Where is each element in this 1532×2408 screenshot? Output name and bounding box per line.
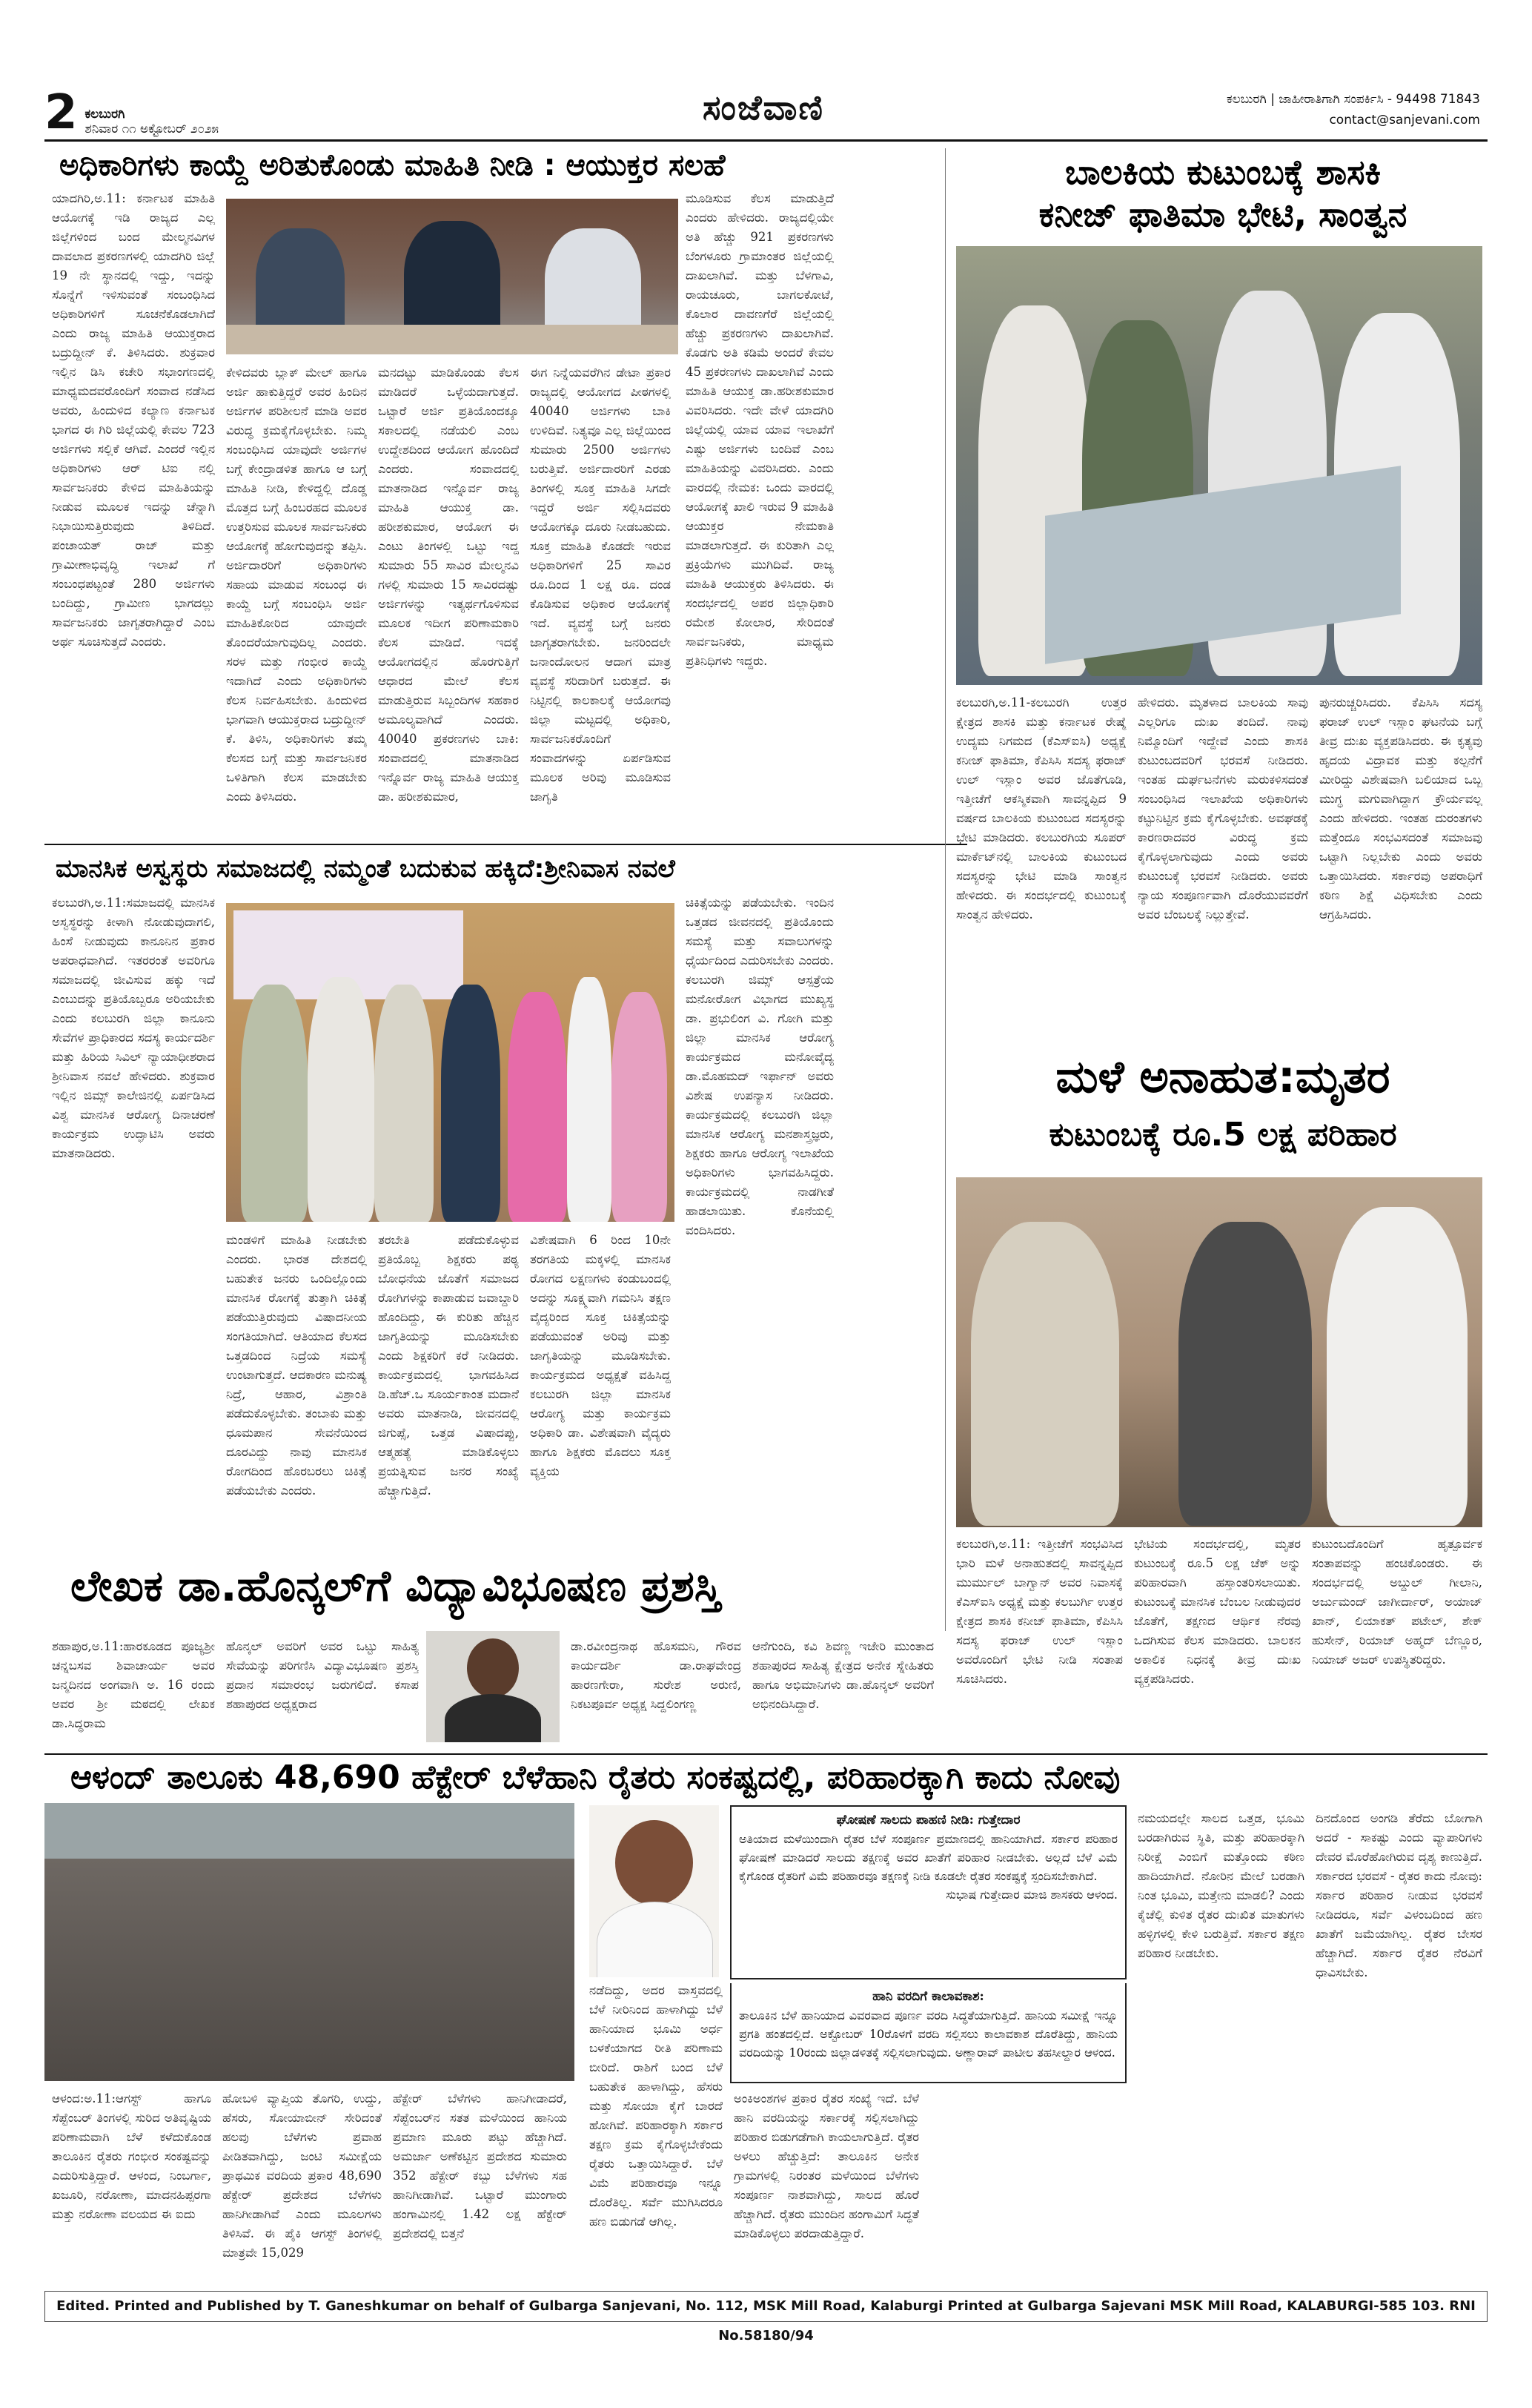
newspaper-logo	[652, 87, 875, 139]
story2-photo	[226, 903, 674, 1222]
story1-headline: ಅಧಿಕಾರಿಗಳು ಕಾಯ್ದೆ ಅರಿತುಕೊಂಡು ಮಾಹಿತಿ ನೀಡಿ : ಆಯುಕ್ತರ ಸಲಹೆ	[59, 148, 726, 182]
sidebar-box-subtitle: ಹಾನಿ ವರದಿಗೆ ಕಾಲಾವಕಾಶ:	[872, 1989, 984, 2004]
story4-headline-1: ಮಳೆ ಅನಾಹುತ:ಮೃತರ	[1055, 1051, 1390, 1103]
story6-col5: ಅಂಕಿಅಂಶಗಳ ಪ್ರಕಾರ ರೈತರ ಸಂಖ್ಯೆ ಇದೆ. ಬೆಳೆ ಹಾನಿ ವರದಿಯನ್ನು ಸರ್ಕಾರಕ್ಕೆ ಸಲ್ಲಿಸಲಾಗಿದ್ದು ಪರಿಹಾರ ಬಿಡುಗಡೆಗಾಗಿ ಕಾಯಲಾಗುತ್ತಿದೆ. ರೈತರ ಅಳಲು ಹೆಚ್ಚುತ್ತಿದೆ: ತಾಲೂಕಿನ ಅನೇಕ ಗ್ರಾಮಗಳಲ್ಲಿ ನಿರಂತರ ಮಳೆಯಿಂದ ಬೆಳೆಗಳು ಸಂಪೂರ್ಣ ನಾಶವಾಗಿದ್ದು, ಸಾಲದ ಹೊರೆ ಹೆಚ್ಚಾಗಿದೆ. ರೈತರು ಮುಂದಿನ ಹಂಗಾಮಿಗೆ ಸಿದ್ಧತೆ ಮಾಡಿಕೊಳ್ಳಲು ಪರದಾಡುತ್ತಿದ್ದಾರೆ.	[734, 2091, 919, 2240]
column-divider	[945, 148, 946, 1631]
story6-col4: ನಡೆದಿದ್ದು, ಅದರ ವಾಸ್ತವದಲ್ಲಿ ಬೆಳೆ ನೀರಿನಿಂದ ಹಾಳಾಗಿದ್ದು ಬೆಳೆ ಹಾನಿಯಾದ ಭೂಮಿ ಅರ್ಧ ಬಳಕೆಯಾಗದ ರೀತಿ ಪರಿಣಾಮ ಬೀರಿದೆ. ರಾಶಿಗೆ ಬಂದ ಬೆಳೆ ಬಹುತೇಕ ಹಾಳಾಗಿದ್ದು, ಹೆಸರು ಮತ್ತು ಸೋಯಾ ಕೈಗೆ ಬಾರದೆ ಹೋಗಿವೆ. ಪರಿಹಾರಕ್ಕಾಗಿ ಸರ್ಕಾರ ತಕ್ಷಣ ಕ್ರಮ ಕೈಗೊಳ್ಳಬೇಕೆಂದು ರೈತರು ಒತ್ತಾಯಿಸಿದ್ದಾರೆ. ಬೆಳೆ ವಿಮೆ ಪರಿಹಾರವೂ ಇನ್ನೂ ದೊರೆತಿಲ್ಲ. ಸರ್ವೆ ಮುಗಿಸಿದರೂ ಹಣ ಬಿಡುಗಡೆ ಆಗಿಲ್ಲ.	[589, 1983, 723, 2229]
story5-headline: ಲೇಖಕ ಡಾ.ಹೊನ್ಕಲ್‌ಗೆ ವಿದ್ಯಾವಿಭೂಷಣ ಪ್ರಶಸ್ತಿ	[70, 1561, 721, 1611]
sidebar-box-body: ಅತಿಯಾದ ಮಳೆಯಿಂದಾಗಿ ರೈತರ ಬೆಳೆ ಸಂಪೂರ್ಣ ಪ್ರಮಾಣದಲ್ಲಿ ಹಾನಿಯಾಗಿದೆ. ಸರ್ಕಾರ ಪರಿಹಾರ ಘೋಷಣೆ ಮಾಡಿದರೆ ಸಾಲದು ತಕ್ಷಣಕ್ಕೆ ಅವರ ಖಾತೆಗೆ ಪರಿಹಾರ ನೀಡಬೇಕು. ಅಲ್ಲದೆ ಬೆಳೆ ವಿಮೆ ಕೈಗೊಂಡ ರೈತರಿಗೆ ವಿಮೆ ಪರಿಹಾರವೂ ತಕ್ಷಣಕ್ಕೆ ನೀಡಿ ಕೂಡಲೇ ರೈತರ ಸಂಕಷ್ಟಕ್ಕೆ ಸ್ಪಂದಿಸಬೇಕಾಗಿದೆ.	[739, 1832, 1118, 1883]
story5-col4: ಆನೆಗುಂದಿ, ಕವಿ ಶಿವಣ್ಣ ಇಜೇರಿ ಮುಂತಾದ ಶಹಾಪುರದ ಸಾಹಿತ್ಯ ಕ್ಷೇತ್ರದ ಅನೇಕ ಸ್ನೇಹಿತರು ಹಾಗೂ ಅಭಿಮಾನಿಗಳು ಡಾ.ಹೊನ್ಕಲ್ ಅವರಿಗೆ ಅಭಿನಂದಿಸಿದ್ದಾರೆ.	[752, 1639, 934, 1711]
logo-text: ಸಂಜೆವಾಣಿ	[703, 87, 824, 128]
story1-col4: ಈಗ ನಿನ್ನೆಯವರೆಗಿನ ಡೇಟಾ ಪ್ರಕಾರ ರಾಜ್ಯದಲ್ಲಿ ಆಯೋಗದ ಪೀಠಗಳಲ್ಲಿ 40040 ಅರ್ಜಿಗಳು ಬಾಕಿ ಉಳಿದಿವೆ. ನಿತ್ಯವೂ ಎಲ್ಲ ಜಿಲ್ಲೆಯಿಂದ ಸುಮಾರು 2500 ಅರ್ಜಿಗಳು ಬರುತ್ತಿವೆ. ಅರ್ಜಿದಾರರಿಗೆ ಎರಡು ತಿಂಗಳಲ್ಲಿ ಸೂಕ್ತ ಮಾಹಿತಿ ಸಿಗದೇ ಇದ್ದರೆ ಅರ್ಜಿ ಸಲ್ಲಿಸಿದವರು ಆಯೋಗಕ್ಕೂ ದೂರು ನೀಡಬಹುದು. ಸೂಕ್ತ ಮಾಹಿತಿ ಕೊಡದೇ ಇರುವ ಅಧಿಕಾರಿಗಳಿಗೆ 25 ಸಾವಿರ ರೂ.ದಿಂದ 1 ಲಕ್ಷ ರೂ. ದಂಡ ಕೊಡಿಸುವ ಅಧಿಕಾರ ಆಯೋಗಕ್ಕೆ ಇದೆ. ವ್ಯವಸ್ಥೆ ಬಗ್ಗೆ ಜನರು ಜಾಗೃತರಾಗಬೇಕು. ಜನರಿಂದಲೇ ಜನಾಂದೋಲನ ಆದಾಗ ಮಾತ್ರ ವ್ಯವಸ್ಥೆ ಸರಿದಾರಿಗೆ ಬರುತ್ತದೆ. ಈ ನಿಟ್ಟಿನಲ್ಲಿ ಕಾಲಕಾಲಕ್ಕೆ ಆಯೋಗವು ಜಿಲ್ಲಾ ಮಟ್ಟದಲ್ಲಿ ಅಧಿಕಾರಿ, ಸಾರ್ವಜನಿಕರೊಂದಿಗೆ ಸಂವಾದಗಳನ್ನು ಏರ್ಪಡಿಸುವ ಮೂಲಕ ಅರಿವು ಮೂಡಿಸುವ ಜಾಗೃತಿ	[530, 366, 671, 804]
story1-col5: ಮೂಡಿಸುವ ಕೆಲಸ ಮಾಡುತ್ತಿದೆ ಎಂದರು ಹೇಳಿದರು. ರಾಜ್ಯದಲ್ಲಿಯೇ ಅತಿ ಹೆಚ್ಚು 921 ಪ್ರಕರಣಗಳು ಬೆಂಗಳೂರು ಗ್ರಾಮಾಂತರ ಜಿಲ್ಲೆಯಲ್ಲಿ ದಾಖಲಾಗಿವೆ. ಮತ್ತು ಬೆಳಗಾವಿ, ರಾಯಚೂರು, ಬಾಗಲಕೋಟೆ, ಕೊಲಾರ ದಾವಣಗೆರೆ ಜಿಲ್ಲೆಯಲ್ಲಿ ಹೆಚ್ಚು ಪ್ರಕರಣಗಳು ದಾಖಲಾಗಿವೆ. ಕೊಡಗು ಅತಿ ಕಡಿಮೆ ಅಂದರೆ ಕೇವಲ 45 ಪ್ರಕರಣಗಳು ದಾಖಲಾಗಿವೆ ಎಂದು ಮಾಹಿತಿ ಆಯುಕ್ತ ಡಾ.ಹರೀಶಕುಮಾರ ವಿವರಿಸಿದರು. ಇದೇ ವೇಳೆ ಯಾದಗಿರಿ ಜಿಲ್ಲೆಯಲ್ಲಿ ಯಾವ ಯಾವ ಇಲಾಖೆಗೆ ಎಷ್ಟು ಅರ್ಜಿಗಳು ಬಂದಿವೆ ಎಂಬ ಮಾಹಿತಿಯನ್ನು ವಿವರಿಸಿದರು. ಎಂದು ವಾರದಲ್ಲಿ ನೇಮಕ: ಒಂದು ವಾರದಲ್ಲಿ ಆಯೋಗಕ್ಕೆ ಖಾಲಿ ಇರುವ 9 ಮಾಹಿತಿ ಆಯುಕ್ತರ ನೇಮಕಾತಿ ಮಾಡಲಾಗುತ್ತದೆ. ಈ ಕುರಿತಾಗಿ ಎಲ್ಲ ಪ್ರಕ್ರಿಯೆಗಳು ಮುಗಿದಿವೆ. ರಾಜ್ಯ ಮಾಹಿತಿ ಆಯುಕ್ತರು ತಿಳಿಸಿದರು. ಈ ಸಂದರ್ಭದಲ್ಲಿ ಅಪರ ಜಿಲ್ಲಾಧಿಕಾರಿ ರಮೇಶ ಕೋಲಾರ, ಸೇರಿದಂತೆ ಸಾರ್ವಜನಿಕರು, ಮಾಧ್ಯಮ ಪ್ರತಿನಿಧಿಗಳು ಇದ್ದರು.	[686, 191, 834, 668]
story4-col3: ಕುಟುಂಬದೊಂದಿಗೆ ಹೃತ್ಪೂರ್ವಕ ಸಂತಾಪವನ್ನು ಹಂಚಿಕೊಂಡರು. ಈ ಸಂದರ್ಭದಲ್ಲಿ ಅಬ್ದುಲ್ ಗೀಲಾನಿ, ಅರ್ಜುಮಂದ್ ಜಾಗೀರ್ದಾರ್, ಅಯಾಜ್ ಖಾನ್, ಲಿಯಾಕತ್ ಪಟೇಲ್, ಶೇಕ್ ಹುಸೇನ್, ರಿಯಾಜ್ ಅಹ್ಮದ್ ಬೆಣ್ಣೂರ, ನಿಯಾಜ್ ಅಜರ್ ಉಪಸ್ಥಿತರಿದ್ದರು.	[1312, 1537, 1482, 1667]
masthead-rule	[44, 139, 1488, 142]
story2-col4: ವಿಶೇಷವಾಗಿ 6 ರಿಂದ 10ನೇ ತರಗತಿಯ ಮಕ್ಕಳಲ್ಲಿ ಮಾನಸಿಕ ರೋಗದ ಲಕ್ಷಣಗಳು ಕಂಡುಬಂದಲ್ಲಿ ಅದನ್ನು ಸೂಕ್ಷ್ಮವಾಗಿ ಗಮನಿಸಿ ತಕ್ಷಣ ವೈದ್ಯರಿಂದ ಸೂಕ್ತ ಚಿಕಿತ್ಸೆಯನ್ನು ಪಡೆಯುವಂತೆ ಅರಿವು ಮತ್ತು ಜಾಗೃತಿಯನ್ನು ಮೂಡಿಸಬೇಕು. ಕಾರ್ಯಕ್ರಮದ ಅಧ್ಯಕ್ಷತೆ ವಹಿಸಿದ್ದ ಕಲಬುರಗಿ ಜಿಲ್ಲಾ ಮಾನಸಿಕ ಆರೋಗ್ಯ ಮತ್ತು ಕಾರ್ಯಕ್ರಮ ಅಧಿಕಾರಿ ಡಾ. ವಿಶೇಷವಾಗಿ ವೈದ್ಯರು ಹಾಗೂ ಶಿಕ್ಷಕರು ಮೊದಲು ಸೂಕ್ತ ವ್ಯಕ್ತಿಯ	[530, 1233, 671, 1478]
story1-col2: ಕೇಳಿದವರು ಬ್ಲಾಕ್ ಮೇಲ್ ಹಾಗೂ ಅರ್ಜಿ ಹಾಕುತ್ತಿದ್ದರೆ ಅವರ ಹಿಂದಿನ ಅರ್ಜಿಗಳ ಪರಿಶೀಲನೆ ಮಾಡಿ ಅವರ ವಿರುದ್ಧ ಕ್ರಮಕೈಗೊಳ್ಳಬೇಕು. ನಿಮ್ಮ ಸಂಬಂಧಿಸಿದ ಯಾವುದೇ ಅರ್ಜಿಗಳ ಬಗ್ಗೆ ಕೇಂದ್ರಾಡಳಿತ ಹಾಗೂ ಆ ಬಗ್ಗೆ ಮಾಹಿತಿ ನೀಡಿ, ಕೇಳಿದ್ದಲ್ಲಿ ದೊಡ್ಡ ಮೊತ್ತದ ಬಗ್ಗೆ ಹಿಂಬರಹದ ಮೂಲಕ ಉತ್ತರಿಸುವ ಮೂಲಕ ಸಾರ್ವಜನಿಕರು ಆಯೋಗಕ್ಕೆ ಹೋಗುವುದನ್ನು ತಪ್ಪಿಸಿ. ಅರ್ಜಿದಾರರಿಗೆ ಅಧಿಕಾರಿಗಳು ಸಹಾಯ ಮಾಡುವ ಸಂಬಂಧ ಈ ಕಾಯ್ದೆ ಬಗ್ಗೆ ಸಂಬಂಧಿಸಿ ಅರ್ಜಿ ಮಾಹಿತಿಕೋರಿದ ಯಾವುದೇ ತೊಂದರೆಯಾಗುವುದಿಲ್ಲ ಎಂದರು. ಸರಳ ಮತ್ತು ಗಂಭೀರ ಕಾಯ್ದೆ ಇದಾಗಿದೆ ಎಂದು ಅಧಿಕಾರಿಗಳು ಕೆಲಸ ನಿರ್ವಹಿಸಬೇಕು. ಹಿಂದುಳಿದ ಭಾಗವಾಗಿ ಆಯುಕ್ತರಾದ ಬದ್ರುದ್ದೀನ್ ಕೆ. ತಿಳಿಸಿ, ಅಧಿಕಾರಿಗಳು ತಮ್ಮ ಕೆಲಸದ ಬಗ್ಗೆ ಮತ್ತು ಸಾರ್ವಜನಿಕರ ಒಳಿತಿಗಾಗಿ ಕೆಲಸ ಮಾಡಬೇಕು ಎಂದು ತಿಳಿಸಿದರು.	[226, 366, 367, 804]
story2-col5: ಚಿಕಿತ್ಸೆಯನ್ನು ಪಡೆಯಬೇಕು. ಇಂದಿನ ಒತ್ತಡದ ಜೀವನದಲ್ಲಿ ಪ್ರತಿಯೊಂದು ಸಮಸ್ಯೆ ಮತ್ತು ಸವಾಲುಗಳನ್ನು ಧೈರ್ಯದಿಂದ ಎದುರಿಸಬೇಕು ಎಂದರು. ಕಲಬುರಗಿ ಜಿಮ್ಸ್ ಆಸ್ಪತ್ರೆಯ ಮನೋರೋಗ ವಿಭಾಗದ ಮುಖ್ಯಸ್ಥ ಡಾ. ಪ್ರಭುಲಿಂಗ ವಿ. ಗೋಗಿ ಮತ್ತು ಜಿಲ್ಲಾ ಮಾನಸಿಕ ಆರೋಗ್ಯ ಕಾರ್ಯಕ್ರಮದ ಮನೋವೈದ್ಯ ಡಾ.ಮೊಹಮದ್ ಇರ್ಫಾನ್ ಅವರು ವಿಶೇಷ ಉಪನ್ಯಾಸ ನೀಡಿದರು. ಕಾರ್ಯಕ್ರಮದಲ್ಲಿ ಕಲಬುರಗಿ ಜಿಲ್ಲಾ ಮಾನಸಿಕ ಆರೋಗ್ಯ ಮನಶಾಸ್ತ್ರಜ್ಞರು, ಶಿಕ್ಷಕರು ಹಾಗೂ ಆರೋಗ್ಯ ಇಲಾಖೆಯ ಅಧಿಕಾರಿಗಳು ಭಾಗವಹಿಸಿದ್ದರು. ಕಾರ್ಯಕ್ರಮದಲ್ಲಿ ನಾಡಗೀತೆ ಹಾಡಲಾಯಿತು. ಕೊನೆಯಲ್ಲಿ ವಂದಿಸಿದರು.	[686, 896, 834, 1237]
masthead-city: ಕಲಬುರಗಿ	[84, 107, 125, 122]
story4-col1: ಕಲಬುರಗಿ,ಅ.11: ಇತ್ತೀಚೆಗೆ ಸಂಭವಿಸಿದ ಭಾರಿ ಮಳೆ ಅನಾಹುತದಲ್ಲಿ ಸಾವನ್ನಪ್ಪಿದ ಮುರ್ಮುಲ್ ಬಾಗ್ವಾನ್ ಅವರ ನಿವಾಸಕ್ಕೆ ಕೆಎಸ್‌ಐಸಿ ಅಧ್ಯಕ್ಷೆ ಮತ್ತು ಕಲಬುರ್ಗಿ ಉತ್ತರ ಕ್ಷೇತ್ರದ ಶಾಸಕಿ ಕನೀಜ್ ಫಾತಿಮಾ, ಕೆಪಿಸಿಸಿ ಸದಸ್ಯ ಫರಾಜ್ ಉಲ್ ಇಸ್ಲಾಂ ಅವರೊಂದಿಗೆ ಭೇಟಿ ನೀಡಿ ಸಂತಾಪ ಸೂಚಿಸಿದರು.	[956, 1537, 1123, 1686]
masthead-date: ಶನಿವಾರ ೧೧ ಅಕ್ಟೋಬರ್ ೨೦೨೫	[84, 122, 219, 136]
masthead-right	[1227, 89, 1480, 130]
story4-headline-2: ಕುಟುಂಬಕ್ಕೆ ರೂ.5 ಲಕ್ಷ ಪರಿಹಾರ	[1049, 1116, 1397, 1154]
masthead-email[interactable]: contact@sanjevani.com	[1329, 113, 1480, 128]
story6-col6: ನಮಯದಲ್ಲೇ ಸಾಲದ ಒತ್ತಡ, ಭೂಮಿ ಬರಡಾಗಿರುವ ಸ್ಥಿತಿ, ಮತ್ತು ಪರಿಹಾರಕ್ಕಾಗಿ ನಿರೀಕ್ಷೆ ಎಂಬಿಗೆ ಮತ್ತೊಂದು ಕಠಿಣ ಹಾದಿಯಾಗಿದೆ. ನೋರಿನ ಮೇಲೆ ಬರಡಾಗಿ ನಿಂತ ಭೂಮಿ, ಮತ್ತೇನು ಮಾಡಲಿ? ಎಂದು ಕೈಚೆಲ್ಲಿ ಕುಳಿತ ರೈತರ ದುಃಖಿತ ಮಾತುಗಳು ಹಳ್ಳಿಗಳಲ್ಲಿ ಕೇಳಿ ಬರುತ್ತಿವೆ. ಸರ್ಕಾರ ತಕ್ಷಣ ಪರಿಹಾರ ನೀಡಬೇಕು.	[1138, 1811, 1304, 1960]
story2-col3: ತರಬೇತಿ ಪಡೆದುಕೊಳ್ಳುವ ಪ್ರತಿಯೊಬ್ಬ ಶಿಕ್ಷಕರು ಪಠ್ಯ ಬೋಧನೆಯ ಜೊತೆಗೆ ಸಮಾಜದ ರೋಗಿಗಳನ್ನು ಕಾಪಾಡುವ ಜವಾಬ್ದಾರಿ ಹೊಂದಿದ್ದು, ಈ ಕುರಿತು ಹೆಚ್ಚಿನ ಜಾಗೃತಿಯನ್ನು ಮೂಡಿಸಬೇಕು ಎಂದು ಶಿಕ್ಷಕರಿಗೆ ಕರೆ ನೀಡಿದರು. ಕಾರ್ಯಕ್ರಮದಲ್ಲಿ ಭಾಗವಹಿಸಿದ ಡಿ.ಹೆಚ್.ಒ ಸೂರ್ಯಕಾಂತ ಮದಾನೆ ಅವರು ಮಾತನಾಡಿ, ಜೀವನದಲ್ಲಿ ಜಿಗುಪ್ಸೆ, ಒತ್ತಡ ವಿಷಾದಪ್ಪು, ಆತ್ಮಹತ್ಯೆ ಮಾಡಿಕೊಳ್ಳಲು ಪ್ರಯತ್ನಿಸುವ ಜನರ ಸಂಖ್ಯೆ ಹೆಚ್ಚಾಗುತ್ತಿದೆ.	[378, 1233, 519, 1498]
story6-col5b	[930, 2089, 1119, 2278]
sidebar-box-title: ಘೋಷಣೆ ಸಾಲದು ಪಾಹಣಿ ನೀಡಿ: ಗುತ್ತೇದಾರ	[836, 1813, 1021, 1828]
story3-headline-2: ಕನೀಜ್ ಫಾತಿಮಾ ಭೇಟಿ, ಸಾಂತ್ವನ	[1038, 194, 1407, 234]
story1-rule	[44, 844, 967, 845]
story6-col2: ಹೋಬಳಿ ವ್ಯಾಪ್ತಿಯ ತೊಗರಿ, ಉದ್ದು, ಹೆಸರು, ಸೋಯಾಬೀನ್ ಸೇರಿದಂತೆ ಹಲವು ಬೆಳೆಗಳು ಪ್ರವಾಹ ಪೀಡಿತವಾಗಿದ್ದು, ಜಂಟಿ ಸಮೀಕ್ಷೆಯ ಪ್ರಾಥಮಿಕ ವರದಿಯ ಪ್ರಕಾರ 48,690 ಹೆಕ್ಟೇರ್ ಪ್ರದೇಶದ ಬೆಳೆಗಳು ಹಾನಿಗೀಡಾಗಿವೆ ಎಂದು ಮೂಲಗಳು ತಿಳಿಸಿವೆ. ಈ ಪೈಕಿ ಆಗಸ್ಟ್ ತಿಂಗಳಲ್ಲಿ ಮಾತ್ರವೇ 15,029	[222, 2091, 382, 2260]
story2-headline: ಮಾನಸಿಕ ಅಸ್ವಸ್ಥರು ಸಮಾಜದಲ್ಲಿ ನಮ್ಮಂತೆ ಬದುಕುವ ಹಕ್ಕಿದೆ:ಶ್ರೀನಿವಾಸ ನವಲೆ	[56, 854, 675, 884]
story6-col7: ದಿನದೊಂದ ಅಂಗಡಿ ತೆರೆದು ಬೋಗಾಗಿ ಅದರೆ - ಸಾಕಷ್ಟು ಎಂದು ವ್ಯಾಪಾರಿಗಳು ದೇವರ ಮೊರೆಹೋಗಿರುವ ದೃಶ್ಯ ಕಾಣುತ್ತಿದೆ. ಸರ್ಕಾರದ ಭರವಸೆ - ರೈತರ ಕಾದು ನೋವು: ಸರ್ಕಾರ ಪರಿಹಾರ ನೀಡುವ ಭರವಸೆ ನೀಡಿದರೂ, ಸರ್ವೆ ವಿಳಂಬದಿಂದ ಹಣ ಖಾತೆಗೆ ಜಮೆಯಾಗಿಲ್ಲ. ರೈತರ ಬೇಸರ ಹೆಚ್ಚಾಗಿದೆ. ಸರ್ಕಾರ ರೈತರ ನೆರವಿಗೆ ಧಾವಿಸಬೇಕು.	[1316, 1811, 1482, 1979]
story1-lead: ಯಾದಗಿರಿ,ಅ.11: ಕರ್ನಾಟಕ ಮಾಹಿತಿ ಆಯೋಗಕ್ಕೆ ಇಡಿ ರಾಜ್ಯದ ಎಲ್ಲ ಜಿಲ್ಲೆಗಳಿಂದ ಬಂದ ಮೇಲ್ಮನವಿಗಳ ದಾವಲಾದ ಪ್ರಕರಣಗಳಲ್ಲಿ ಯಾದಗಿರಿ ಜಿಲ್ಲೆ 19 ನೇ ಸ್ಥಾನದಲ್ಲಿ ಇದ್ದು, ಇದನ್ನು ಸೊನ್ನೆಗೆ ಇಳಿಸುವಂತೆ ಸಂಬಂಧಿಸಿದ ಅಧಿಕಾರಿಗಳಿಗೆ ಸೂಚನೆಕೊಡಲಾಗಿದೆ ಎಂದು ರಾಜ್ಯ ಮಾಹಿತಿ ಆಯುಕ್ತರಾದ ಬದ್ರುದ್ದೀನ್ ಕೆ. ತಿಳಿಸಿದರು. ಶುಕ್ರವಾರ ಇಲ್ಲಿನ ಡಿಸಿ ಕಚೇರಿ ಸಭಾಂಗಣದಲ್ಲಿ ಮಾಧ್ಯಮದವರೊಂದಿಗೆ ಸಂವಾದ ನಡೆಸಿದ ಅವರು, ಹಿಂದುಳಿದ ಕಲ್ಯಾಣ ಕರ್ನಾಟಕ ಭಾಗದ ಈ ಗಿರಿ ಜಿಲ್ಲೆಯಲ್ಲಿ ಕೇವಲ 723 ಅರ್ಜಿಗಳು ಸಲ್ಲಿಕೆ ಆಗಿವೆ. ಎಂದರೆ ಇಲ್ಲಿನ ಅಧಿಕಾರಿಗಳು ಆರ್ ಟಿಐ ನಲ್ಲಿ ಸಾರ್ವಜನಿಕರು ಕೇಳಿದ ಮಾಹಿತಿಯನ್ನು ನೀಡುವ ಮೂಲಕ ಇದನ್ನು ಚೆನ್ನಾಗಿ ನಿಭಾಯಿಸುತ್ತಿರುವುದು ತಿಳಿದಿದೆ. ಪಂಚಾಯತ್ ರಾಜ್ ಮತ್ತು ಗ್ರಾಮೀಣಾಭಿವೃದ್ಧಿ ಇಲಾಖೆ ಗೆ ಸಂಬಂಧಪಟ್ಟಂತೆ 280 ಅರ್ಜಿಗಳು ಬಂದಿದ್ದು, ಗ್ರಾಮೀಣ ಭಾಗದಲ್ಲು ಸಾರ್ವಜನಿಕರು ಜಾಗೃತರಾಗಿದ್ದಾರೆ ಎಂಬ ಅರ್ಥ ಸೂಚಿಸುತ್ತದೆ ಎಂದರು.	[52, 191, 215, 649]
masthead-left	[44, 85, 219, 140]
page-number: 2	[44, 85, 78, 140]
story4-photo	[956, 1177, 1482, 1527]
story4-col2: ಭೇಟಿಯ ಸಂದರ್ಭದಲ್ಲಿ, ಮೃತರ ಕುಟುಂಬಕ್ಕೆ ರೂ.5 ಲಕ್ಷ ಚೆಕ್ ಅನ್ನು ಪರಿಹಾರವಾಗಿ ಹಸ್ತಾಂತರಿಸಲಾಯಿತು. ಕುಟುಂಬಕ್ಕೆ ಮಾನಸಿಕ ಬೆಂಬಲ ನೀಡುವುದರ ಜೊತೆಗೆ, ತಕ್ಷಣದ ಆರ್ಥಿಕ ನೆರವು ಒದಗಿಸುವ ಕೆಲಸ ಮಾಡಿದರು. ಬಾಲಕನ ಅಕಾಲಿಕ ನಿಧನಕ್ಕೆ ತೀವ್ರ ದುಃಖ ವ್ಯಕ್ತಪಡಿಸಿದರು.	[1134, 1537, 1301, 1686]
story6-col1: ಆಳಂದ:ಅ.11:ಆಗಸ್ಟ್ ಹಾಗೂ ಸೆಪ್ಟೆಂಬರ್ ತಿಂಗಳಲ್ಲಿ ಸುರಿದ ಅತಿವೃಷ್ಟಿಯ ಪರಿಣಾಮವಾಗಿ ಬೆಳೆ ಕಳೆದುಕೊಂಡ ತಾಲೂಕಿನ ರೈತರು ಗಂಭೀರ ಸಂಕಷ್ಟವನ್ನು ಎದುರಿಸುತ್ತಿದ್ದಾರೆ. ಆಳಂದ, ನಿಂಬರ್ಗಾ, ಖಜೂರಿ, ನರೋಣಾ, ಮಾದನಹಿಪ್ಪರಗಾ ಮತ್ತು ನರೋಣಾ ವಲಯದ ಈ ಐದು	[52, 2091, 211, 2221]
sidebar-box-body2: ತಾಲೂಕಿನ ಬೆಳೆ ಹಾನಿಯಾದ ವಿವರವಾದ ಪೂರ್ಣ ವರದಿ ಸಿದ್ಧತೆಯಾಗುತ್ತಿದೆ. ಹಾನಿಯ ಸಮೀಕ್ಷೆ ಇನ್ನೂ ಪ್ರಗತಿ ಹಂತದಲ್ಲಿದೆ. ಅಕ್ಟೋಬರ್ 10ರೊಳಗೆ ವರದಿ ಸಲ್ಲಿಸಲು ಕಾಲಾವಕಾಶ ದೊರೆತಿದ್ದು, ಹಾನಿಯ ವರದಿಯನ್ನು 10ರಂದು ಜಿಲ್ಲಾಡಳಿತಕ್ಕೆ ಸಲ್ಲಿಸಲಾಗುವುದು. ಅಣ್ಣಾರಾವ್ ಪಾಟೀಲ ತಹಸೀಲ್ದಾರ ಆಳಂದ.	[739, 2008, 1118, 2060]
story3-headline-1: ಬಾಲಕಿಯ ಕುಟುಂಬಕ್ಕೆ ಶಾಸಕಿ	[1064, 152, 1382, 192]
story3-col3: ಪುನರುಚ್ಚರಿಸಿದರು. ಕೆಪಿಸಿಸಿ ಸದಸ್ಯ ಫರಾಜ್ ಉಲ್ ಇಸ್ಲಾಂ ಘಟನೆಯ ಬಗ್ಗೆ ತೀವ್ರ ದುಃಖ ವ್ಯಕ್ತಪಡಿಸಿದರು. ಈ ಕೃತ್ಯವು ಹೃದಯ ವಿದ್ರಾವಕ ಮತ್ತು ಕಲ್ಪನೆಗೆ ಮೀರಿದ್ದು ವಿಶೇಷವಾಗಿ ಬಲಿಯಾದ ಒಬ್ಬ ಮುಗ್ಧ ಮಗುವಾಗಿದ್ದಾಗ ಕ್ರೌರ್ಯವಲ್ಲ ಎಂದು ಹೇಳಿದರು. ಇಂತಹ ದುರಂತಗಳು ಮತ್ತೆಂದೂ ಸಂಭವಿಸದಂತೆ ಸಮಾಜವು ಒಟ್ಟಾಗಿ ನಿಲ್ಲಬೇಕು ಎಂದು ಅವರು ಒತ್ತಾಯಿಸಿದರು. ಸರ್ಕಾರವು ಅಪರಾಧಿಗೆ ಕಠಿಣ ಶಿಕ್ಷೆ ವಿಧಿಸಬೇಕು ಎಂದು ಆಗ್ರಹಿಸಿದರು.	[1319, 695, 1482, 922]
sidebar-box-2	[730, 1983, 1127, 2083]
story2-col2: ಮಂಡಳಿಗೆ ಮಾಹಿತಿ ನೀಡಬೇಕು ಎಂದರು. ಭಾರತ ದೇಶದಲ್ಲಿ ಬಹುತೇಕ ಜನರು ಒಂದಿಲ್ಲೊಂದು ಮಾನಸಿಕ ರೋಗಕ್ಕೆ ತುತ್ತಾಗಿ ಚಿಕಿತ್ಸೆ ಪಡೆಯುತ್ತಿರುವುದು ವಿಷಾದನೀಯ ಸಂಗತಿಯಾಗಿದೆ. ಆತಿಯಾದ ಕೆಲಸದ ಒತ್ತಡದಿಂದ ನಿದ್ರೆಯ ಸಮಸ್ಯೆ ಉಂಟಾಗುತ್ತದೆ. ಆದಕಾರಣ ಮನುಷ್ಯ ನಿದ್ರೆ, ಆಹಾರ, ವಿಶ್ರಾಂತಿ ಪಡೆದುಕೊಳ್ಳಬೇಕು. ತಂಬಾಕು ಮತ್ತು ಧೂಮಪಾನ ಸೇವನೆಯಿಂದ ದೂರವಿದ್ದು ನಾವು ಮಾನಸಿಕ ರೋಗದಿಂದ ಹೊರಬರಲು ಚಿಕಿತ್ಸೆ ಪಡೆಯಬೇಕು ಎಂದರು.	[226, 1233, 367, 1498]
story3-photo	[956, 246, 1482, 685]
story6-col3: ಹೆಕ್ಟೇರ್ ಬೆಳೆಗಳು ಹಾನಿಗೀಡಾದರೆ, ಸೆಪ್ಟೆಂಬರ್‌ನ ಸತತ ಮಳೆಯಿಂದ ಹಾನಿಯ ಪ್ರಮಾಣ ಮೂರು ಪಟ್ಟು ಹೆಚ್ಚಾಗಿದೆ. ಅಮರ್ಜಾ ಅಣೆಕಟ್ಟಿನ ಪ್ರದೇಶದ ಸುಮಾರು 352 ಹೆಕ್ಟೇರ್ ಕಬ್ಬು ಬೆಳೆಗಳು ಸಹ ಹಾನಿಗೀಡಾಗಿವೆ. ಒಟ್ಟಾರೆ ಮುಂಗಾರು ಹಂಗಾಮಿನಲ್ಲಿ 1.42 ಲಕ್ಷ ಹೆಕ್ಟೇರ್ ಪ್ರದೇಶದಲ್ಲಿ ಬಿತ್ತನೆ	[393, 2091, 567, 2240]
sidebar-box-sign: ಸುಭಾಷ ಗುತ್ತೇದಾರ ಮಾಜಿ ಶಾಸಕರು ಆಳಂದ.	[946, 1888, 1118, 1902]
story1-col3: ಮನದಟ್ಟು ಮಾಡಿಕೊಂಡು ಕೆಲಸ ಮಾಡಿದರೆ ಒಳ್ಳೆಯದಾಗುತ್ತದೆ. ಒಟ್ಟಾರೆ ಅರ್ಜಿ ಪ್ರತಿಯೊಂದಕ್ಕೂ ಸಕಾಲದಲ್ಲಿ ನಡೆಯಲಿ ಎಂಬ ಉದ್ದೇಶದಿಂದ ಆಯೋಗ ಹೊಂದಿದೆ ಎಂದರು. ಸಂವಾದದಲ್ಲಿ ಮಾತನಾಡಿದ ಇನ್ನೊರ್ವ ರಾಜ್ಯ ಮಾಹಿತಿ ಆಯುಕ್ತ ಡಾ. ಹರೀಶಕುಮಾರ, ಆಯೋಗ ಈ ಎಂಟು ತಿಂಗಳಲ್ಲಿ ಒಟ್ಟು ಇದ್ದ ಸುಮಾರು 55 ಸಾವಿರ ಮೇಲ್ಮನವಿ ಗಳಲ್ಲಿ ಸುಮಾರು 15 ಸಾವಿರದಷ್ಟು ಅರ್ಜಿಗಳನ್ನು ಇತ್ಯರ್ಥಗೊಳಿಸುವ ಮೂಲಕ ಇದೀಗ ಪರಿಣಾಮಕಾರಿ ಕೆಲಸ ಮಾಡಿದೆ. ಇದಕ್ಕೆ ಆಯೋಗದಲ್ಲಿನ ಹೊರಗುತ್ತಿಗೆ ಆಧಾರದ ಮೇಲೆ ಕೆಲಸ ಮಾಡುತ್ತಿರುವ ಸಿಬ್ಬಂದಿಗಳ ಸಹಕಾರ ಅಮೂಲ್ಯವಾಗಿದೆ ಎಂದರು. 40040 ಪ್ರಕರಣಗಳು ಬಾಕಿ: ಸಂವಾದದಲ್ಲಿ ಮಾತನಾಡಿದ ಇನ್ನೊರ್ವ ರಾಜ್ಯ ಮಾಹಿತಿ ಆಯುಕ್ತ ಡಾ. ಹರೀಶಕುಮಾರ,	[378, 366, 519, 804]
story6-rule	[44, 1753, 1488, 1755]
sidebar-box	[730, 1805, 1127, 1979]
story2-lead: ಕಲಬುರಗಿ,ಅ.11:ಸಮಾಜದಲ್ಲಿ ಮಾನಸಿಕ ಅಸ್ವಸ್ಥರನ್ನು ಕೀಳಾಗಿ ನೋಡುವುದಾಗಲಿ, ಹಿಂಸೆ ನೀಡುವುದು ಕಾನೂನಿನ ಪ್ರಕಾರ ಅಪರಾಧವಾಗಿದೆ. ಇತರರಂತೆ ಅವರಿಗೂ ಸಮಾಜದಲ್ಲಿ ಜೀವಿಸುವ ಹಕ್ಕು ಇದೆ ಎಂಬುದನ್ನು ಪ್ರತಿಯೊಬ್ಬರೂ ಅರಿಯಬೇಕು ಎಂದು ಕಲಬುರಗಿ ಜಿಲ್ಲಾ ಕಾನೂನು ಸೇವೆಗಳ ಪ್ರಾಧಿಕಾರದ ಸದಸ್ಯ ಕಾರ್ಯದರ್ಶಿ ಮತ್ತು ಹಿರಿಯ ಸಿವಿಲ್ ನ್ಯಾಯಾಧೀಶರಾದ ಶ್ರೀನಿವಾಸ ನವಲೆ ಹೇಳಿದರು. ಶುಕ್ರವಾರ ಇಲ್ಲಿನ ಜಿಮ್ಸ್ ಕಾಲೇಜಿನಲ್ಲಿ ಏರ್ಪಡಿಸಿದ ವಿಶ್ವ ಮಾನಸಿಕ ಆರೋಗ್ಯ ದಿನಾಚರಣೆ ಕಾರ್ಯಕ್ರಮ ಉದ್ಘಾಟಿಸಿ ಅವರು ಮಾತನಾಡಿದರು.	[52, 896, 215, 1160]
story6-field-photo	[44, 1803, 574, 2081]
footer-imprint: Edited. Printed and Published by T. Ganeshkumar on behalf of Gulbarga Sanjevani, No. 112, MSK Mill Road, Kalaburgi Printed at Gulbarga Sajevani MSK Mill Road, KALABURGI-585 103. RNI No.58180/94	[44, 2291, 1488, 2322]
story3-col2: ಹೇಳಿದರು. ಮೃತಳಾದ ಬಾಲಕಿಯ ಸಾವು ಎಲ್ಲರಿಗೂ ದುಃಖ ತಂದಿದೆ. ನಾವು ನಿಮ್ಮೊಂದಿಗೆ ಇದ್ದೇವೆ ಎಂದು ಶಾಸಕಿ ಕುಟುಂಬದವರಿಗೆ ಭರವಸೆ ನೀಡಿದರು. ಇಂತಹ ದುರ್ಘಟನೆಗಳು ಮರುಕಳಿಸದಂತೆ ಸಂಬಂಧಿಸಿದ ಇಲಾಖೆಯ ಅಧಿಕಾರಿಗಳು ಕಟ್ಟುನಿಟ್ಟಿನ ಕ್ರಮ ಕೈಗೊಳ್ಳಬೇಕು. ಅವಘಡಕ್ಕೆ ಕಾರಣರಾದವರ ವಿರುದ್ಧ ಕ್ರಮ ಕೈಗೊಳ್ಳಲಾಗುವುದು ಎಂದು ಅವರು ಕುಟುಂಬಕ್ಕೆ ಭರವಸೆ ನೀಡಿದರು. ಅವರು ನ್ಯಾಯ ಸಂಪೂರ್ಣವಾಗಿ ದೊರೆಯುವವರೆಗೆ ಅವರ ಬೆಂಬಲಕ್ಕೆ ನಿಲ್ಲುತ್ತೇವೆ.	[1138, 695, 1308, 922]
story6-portrait	[589, 1805, 719, 1977]
story1-photo	[226, 199, 678, 354]
story6-headline: ಆಳಂದ್ ತಾಲೂಕು 48,690 ಹೆಕ್ಟೇರ್ ಬೆಳೆಹಾನಿ ರೈತರು ಸಂಕಷ್ಟದಲ್ಲಿ, ಪರಿಹಾರಕ್ಕಾಗಿ ಕಾದು ನೋವು	[70, 1759, 1121, 1796]
story5-col1: ಶಹಾಪುರ,ಅ.11:ಹಾರಕೂಡದ ಪೂಜ್ಯಶ್ರೀ ಚನ್ನಬಸವ ಶಿವಾಚಾರ್ಯ ಅವರ ಜನ್ಮದಿನದ ಅಂಗವಾಗಿ ಅ. 16 ರಂದು ಅವರ ಶ್ರೀ ಮಠದಲ್ಲಿ ಲೇಖಕ ಡಾ.ಸಿದ್ಧರಾಮ	[52, 1639, 215, 1730]
story5-col3: ಡಾ.ರವೀಂದ್ರನಾಥ ಹೊಸಮನಿ, ಗೌರವ ಕಾರ್ಯದರ್ಶಿ ಡಾ.ರಾಘವೇಂದ್ರ ಹಾರಣಗೇರಾ, ಸುರೇಶ ಅರುಣಿ, ನಿಕಟಪೂರ್ವ ಅಧ್ಯಕ್ಷ ಸಿದ್ದಲಿಂಗಣ್ಣ	[571, 1639, 741, 1711]
masthead-contact: ಕಲಬುರಗಿ | ಜಾಹೀರಾತಿಗಾಗಿ ಸಂಪರ್ಕಿಸಿ - 94498 71843	[1226, 92, 1480, 107]
story5-col2: ಹೊನ್ಕಲ್ ಅವರಿಗೆ ಅವರ ಒಟ್ಟು ಸಾಹಿತ್ಯ ಸೇವೆಯನ್ನು ಪರಿಗಣಿಸಿ ವಿದ್ಯಾವಿಭೂಷಣ ಪ್ರಶಸ್ತಿ ಪ್ರದಾನ ಸಮಾರಂಭ ಜರುಗಲಿದೆ. ಕಸಾಪ ಶಹಾಪುರದ ಅಧ್ಯಕ್ಷರಾದ	[226, 1639, 419, 1711]
story5-portrait	[426, 1631, 560, 1742]
story3-col1: ಕಲಬುರಗಿ,ಅ.11-ಕಲಬುರಗಿ ಉತ್ತರ ಕ್ಷೇತ್ರದ ಶಾಸಕಿ ಮತ್ತು ಕರ್ನಾಟಕ ರೇಷ್ಮೆ ಉದ್ಯಮ ನಿಗಮದ (ಕೆಎಸ್‌ಐಸಿ) ಅಧ್ಯಕ್ಷೆ ಕನೀಜ್ ಫಾತಿಮಾ, ಕೆಪಿಸಿಸಿ ಸದಸ್ಯ ಫರಾಜ್ ಉಲ್ ಇಸ್ಲಾಂ ಅವರ ಜೊತೆಗೂಡಿ, ಇತ್ತೀಚೆಗೆ ಆಕಸ್ಮಿಕವಾಗಿ ಸಾವನ್ನಪ್ಪಿದ 9 ವರ್ಷದ ಬಾಲಕಿಯ ಕುಟುಂಬದ ಸದಸ್ಯರನ್ನು ಭೇಟಿ ಮಾಡಿದರು. ಕಲಬುರಗಿಯ ಸೂಪರ್ ಮಾರ್ಕೆಟ್‌ನಲ್ಲಿ ಬಾಲಕಿಯ ಕುಟುಂಬದ ಸದಸ್ಯರನ್ನು ಭೇಟಿ ಮಾಡಿ ಸಾಂತ್ವನ ಹೇಳಿದರು. ಈ ಸಂದರ್ಭದಲ್ಲಿ ಕುಟುಂಬಕ್ಕೆ ಸಾಂತ್ವನ ಹೇಳಿದರು.	[956, 695, 1127, 922]
